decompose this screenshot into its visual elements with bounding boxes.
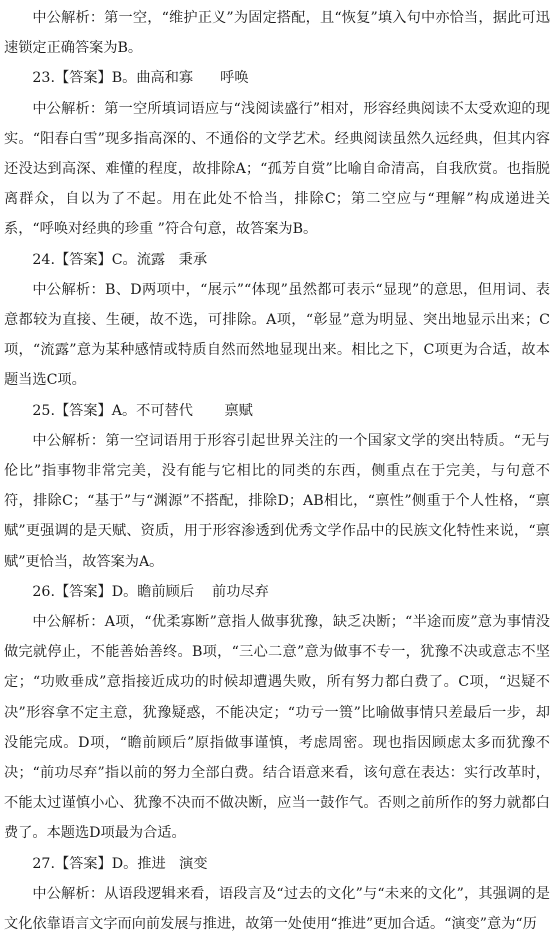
analysis-paragraph-26: 中公解析：A项，“优柔寡断”意指人做事犹豫，缺乏决断；“半途而废”意为事情没做完就停止，不能善始善终。B项，“三心二意”意为做事不专一，犹豫不决或意志不坚定；“功败垂成”意指接近成功的时候却遭遇失败，所有努力都白费了。C项，“迟疑不决”形容拿不定主意，犹豫疑惑，不能决定；“功亏一篑”比喻做事情只差最后一步，却没能完成。D项，“瞻前顾后”原指做事谨慎，考虑周密。现也指因顾虑太多而犹豫不决；“前功尽弃”指以前的努力全部白费。结合语意来看，该句意在表达：实行改革时，不能太过谨慎小心、犹豫不决而不做决断，应当一鼓作气。否则之前所作的努力就都白费了。本题选D项最为合适。 <box>4 614 550 842</box>
answer-line-23: 23.【答案】B。曲高和寡 呼唤 <box>32 70 249 87</box>
analysis-paragraph-24: 中公解析：B、D两项中，“展示”“体现”虽然都可表示“显现”的意思，但用词、表意都较为直接、生硬，故不选，可排除。A项，“彰显”意为明显、突出地显示出来；C项，“流露”意为某种感情或特质自然而然地显现出来。相比之下，C项更为合适，故本题当选C项。 <box>4 281 550 389</box>
answer-line-26: 26.【答案】D。瞻前顾后 前功尽弃 <box>32 583 269 600</box>
answer-line-27: 27.【答案】D。推进 演变 <box>32 855 208 872</box>
analysis-paragraph-25: 中公解析：第一空词语用于形容引起世界关注的一个国家文学的突出特质。“无与伦比”指事物非常完美，没有能与它相比的同类的东西，侧重点在于完美，与句意不符，排除C；“基于”与“渊源”不搭配，排除D；AB相比，“禀性”侧重于个人性格，“禀赋”更强调的是天赋、资质，用于形容渗透到优秀文学作品中的民族文化特性来说，“禀赋”更恰当，故答案为A。 <box>4 432 550 570</box>
analysis-paragraph-22: 中公解析：第一空，“维护正义”为固定搭配，且“恢复”填入句中亦恰当，据此可迅速锁定正确答案为B。 <box>4 10 550 57</box>
answer-line-25: 25.【答案】A。不可替代 禀赋 <box>32 402 253 419</box>
analysis-paragraph-27: 中公解析：从语段逻辑来看，语段言及“过去的文化”与“未来的文化”，其强调的是文化依靠语言文字而向前发展与推进，故第一处使用“推进”更加合适。“演变”意为“历 <box>4 885 550 933</box>
answer-line-24: 24.【答案】C。流露 秉承 <box>32 251 208 268</box>
analysis-paragraph-23: 中公解析：第一空所填词语应与“浅阅读盛行”相对，形容经典阅读不太受欢迎的现实。“阳春白雪”现多指高深的、不通俗的文学艺术。经典阅读虽然久远经典，但其内容还没达到高深、难懂的程度，故排除A；“孤芳自赏”比喻自命清高，自我欣赏。也指脱离群众，自以为了不起。用在此处不恰当，排除C；第二空应与“理解”构成递进关系，“呼唤对经典的珍重 ”符合句意，故答案为B。 <box>4 100 550 238</box>
